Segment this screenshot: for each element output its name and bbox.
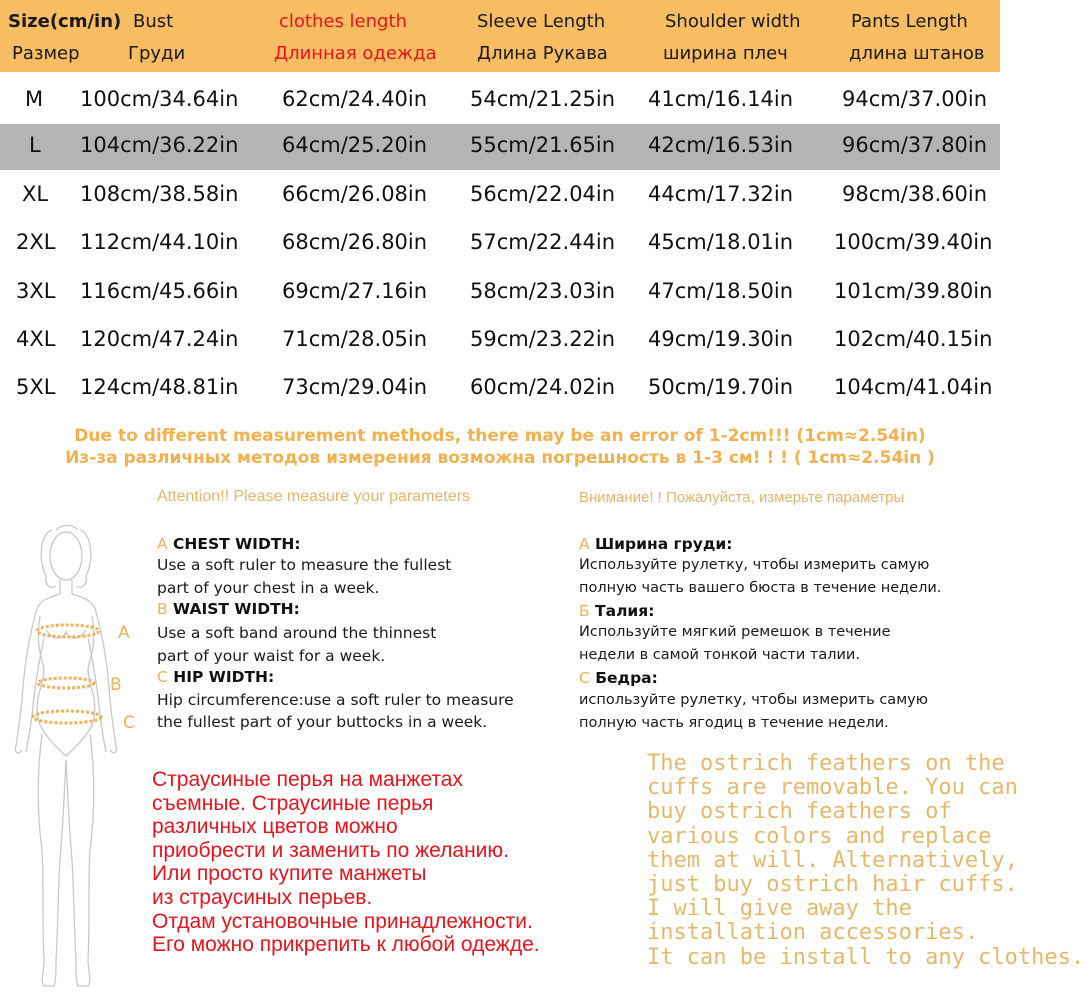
feathers-ru-line: Его можно прикрепить к любой одежде. [152,933,540,957]
bust-cell: 108cm/38.58in [80,182,239,206]
size-cell: L [29,133,41,157]
chest-heading-ru: A Ширина груди: [579,535,733,553]
sleeve-cell: 60cm/24.02in [470,375,616,399]
pants-cell: 101cm/39.80in [834,279,993,303]
hip-ru-line-2: полную часть ягодиц в течение недели. [579,715,889,731]
letter-b: B [157,600,168,618]
pants-cell: 104cm/41.04in [834,375,993,399]
feathers-en-line: just buy ostrich hair cuffs. [647,872,1018,898]
size-cell: XL [22,182,49,206]
size-cell: 2XL [16,230,56,254]
table-header [0,0,1000,72]
feathers-ru-line: приобрести и заменить по желанию. [152,838,509,862]
shoulder-cell: 42cm/16.53in [648,133,794,157]
sleeve-cell: 56cm/22.04in [470,182,616,206]
feathers-en-line: installation accessories. [647,920,979,946]
length-cell: 71cm/28.05in [282,327,428,351]
letter-c: C [157,668,168,686]
shoulder-cell: 41cm/16.14in [648,87,794,111]
pants-cell: 98cm/38.60in [842,182,988,206]
table-row [0,221,1000,267]
bust-cell: 112cm/44.10in [80,230,239,254]
size-cell: M [25,87,44,111]
size-cell: 3XL [16,279,56,303]
waist-heading-en: B WAIST WIDTH: [157,600,300,618]
shoulder-cell: 50cm/19.70in [648,375,794,399]
waist-heading-ru: Б Талия: [579,602,655,620]
feathers-ru-line: из страусиных перьев. [152,885,373,909]
hip-line-1: Hip circumference:use a soft ruler to measure [157,691,514,709]
hip-tape-mark [33,711,101,723]
shoulder-cell: 44cm/17.32in [648,182,794,206]
bust-cell: 116cm/45.66in [80,279,239,303]
figure-label-a: A [118,623,130,643]
pants-cell: 100cm/39.40in [834,230,993,254]
feathers-en-line: cuffs are removable. You can [647,775,1018,801]
hip-heading-en: C HIP WIDTH: [157,668,275,686]
waist-line-2: part of your waist for a week. [157,647,386,665]
shoulder-cell: 49cm/19.30in [648,327,794,351]
feathers-en-line: I will give away the [647,896,912,922]
letter-a: A [157,535,168,553]
feathers-en-line: It can be install to any clothes. [647,944,1084,970]
header-shoulder-ru: ширина плеч [663,43,788,64]
letter-c-ru: С [579,669,590,687]
table-row [0,366,1000,412]
sleeve-cell: 55cm/21.65in [470,133,616,157]
bust-cell: 124cm/48.81in [80,375,239,399]
feathers-ru-line: различных цветов можно [152,815,398,839]
header-pants-en: Pants Length [851,11,968,32]
size-cell: 5XL [16,375,56,399]
feathers-en-line: them at will. Alternatively, [647,847,1018,873]
header-bust-ru: Груди [128,43,186,64]
bust-cell: 100cm/34.64in [80,87,239,111]
table-row [0,124,1000,170]
pants-cell: 96cm/37.80in [842,133,988,157]
figure-label-c: C [123,713,135,733]
header-size-ru: Размер [12,43,80,64]
length-cell: 64cm/25.20in [282,133,428,157]
hip-heading-ru: С Бедра: [579,669,658,687]
error-note-en: Due to different measurement methods, there may be an error of 1-2cm!!! (1cm≈2.54in) [74,426,926,446]
chest-line-2: part of your chest in a week. [157,579,380,597]
table-row [0,173,1000,219]
hip-ru-line-1: используйте рулетку, чтобы измерить самую [579,692,928,708]
sleeve-cell: 59cm/23.22in [470,327,616,351]
header-sleeve-ru: Длина Рукава [477,43,608,64]
waist-tape-mark [38,678,94,688]
chest-ru-line-2: полную часть вашего бюста в течение недели. [579,580,942,596]
header-length-ru: Длинная одежда [274,43,437,64]
pants-cell: 102cm/40.15in [834,327,993,351]
feathers-ru-line: съемные. Страусиные перья [152,791,434,815]
length-cell: 68cm/26.80in [282,230,428,254]
attention-title-en: Attention!! Please measure your parameters [157,488,471,505]
body-figure-illustration [10,520,145,995]
feathers-ru-line: Или просто купите манжеты [152,862,427,886]
sleeve-cell: 58cm/23.03in [470,279,616,303]
length-cell: 62cm/24.40in [282,87,428,111]
length-cell: 69cm/27.16in [282,279,428,303]
sleeve-cell: 57cm/22.44in [470,230,616,254]
feathers-note-en [647,752,1084,970]
feathers-note-ru [152,768,540,957]
header-length-en: clothes length [279,11,407,32]
letter-b-ru: Б [579,602,590,620]
table-row [0,78,1000,124]
figure-label-b: B [110,675,122,695]
error-note-ru: Из-за различных методов измерения возможна погрешность в 1-3 см! ! ! ( 1cm≈2.54in ) [65,448,935,468]
hip-line-2: the fullest part of your buttocks in a week. [157,713,488,731]
chest-heading-en: A CHEST WIDTH: [157,535,301,553]
header-sleeve-en: Sleeve Length [477,11,606,32]
waist-line-1: Use a soft band around the thinnest [157,624,437,642]
chest-line-1: Use a soft ruler to measure the fullest [157,556,452,574]
header-size-en: Size(cm/in) [8,11,122,32]
length-cell: 66cm/26.08in [282,182,428,206]
length-cell: 73cm/29.04in [282,375,428,399]
feathers-en-line: buy ostrich feathers of [647,799,952,825]
waist-ru-line-2: недели в самой тонкой части талии. [579,647,860,663]
feathers-ru-line: Отдам установочные принадлежности. [152,909,533,933]
waist-ru-line-1: Используйте мягкий ремешок в течение [579,624,891,640]
feathers-ru-line: Страусиные перья на манжетах [152,768,463,791]
sleeve-cell: 54cm/21.25in [470,87,616,111]
shoulder-cell: 47cm/18.50in [648,279,794,303]
header-shoulder-en: Shoulder width [665,11,801,32]
letter-a-ru: A [579,535,590,553]
table-row [0,318,1000,364]
feathers-en-line: various colors and replace [647,823,992,849]
header-bust-en: Bust [133,11,174,32]
bust-cell: 104cm/36.22in [80,133,239,157]
size-cell: 4XL [16,327,56,351]
chest-ru-line-1: Используйте рулетку, чтобы измерить самую [579,557,930,573]
shoulder-cell: 45cm/18.01in [648,230,794,254]
bust-cell: 120cm/47.24in [80,327,239,351]
pants-cell: 94cm/37.00in [842,87,988,111]
attention-title-ru: Внимание! ! Пожалуйста, измерьте параметры [579,489,905,506]
feathers-en-line: The ostrich feathers on the [647,751,1005,776]
table-row [0,270,1000,316]
header-pants-ru: длина штанов [849,43,985,64]
